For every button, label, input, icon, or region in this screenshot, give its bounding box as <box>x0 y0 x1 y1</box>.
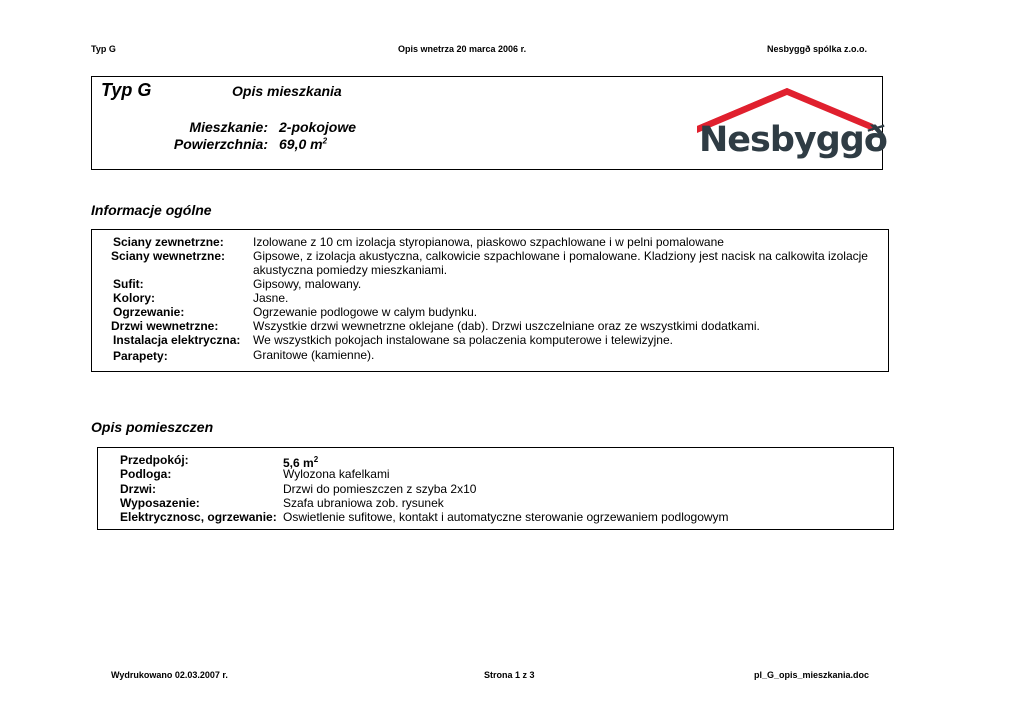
rooms-value-2: Drzwi do pomieszczen z szyba 2x10 <box>283 482 477 496</box>
rooms-box <box>97 447 894 530</box>
general-value-1b: akustyczna pomiedzy mieszkaniami. <box>253 263 448 277</box>
general-value-4: Ogrzewanie podlogowe w calym budynku. <box>253 305 478 319</box>
hall-area-sup: 2 <box>313 455 319 464</box>
general-value-1: Gipsowe, z izolacja akustyczna, calkowicie szpachlowane i pomalowane. Kladziony jest nacisk na calkowita izolacje <box>253 249 868 263</box>
rooms-label-2: Drzwi: <box>120 482 156 496</box>
general-heading: Informacje ogólne <box>91 202 212 218</box>
general-label-4: Ogrzewanie: <box>113 305 185 319</box>
area-label: Powierzchnia: <box>173 136 268 152</box>
header-left: Typ G <box>91 44 116 54</box>
general-value-6: We wszystkich pokojach instalowane sa polaczenia komputerowe i telewizyjne. <box>253 333 673 347</box>
rooms-value-1: Wylozona kafelkami <box>283 467 390 481</box>
rooms-value-3: Szafa ubraniowa zob. rysunek <box>283 496 444 510</box>
general-value-3: Jasne. <box>253 291 289 305</box>
rooms-label-0: Przedpokój: <box>120 453 189 467</box>
title-box <box>91 76 887 170</box>
general-label-5: Drzwi wewnetrzne: <box>111 319 219 333</box>
hall-area: 5,6 m <box>283 456 314 470</box>
apartment-value: 2-pokojowe <box>279 119 357 135</box>
general-label-2: Sufit: <box>113 277 144 291</box>
general-value-7: Granitowe (kamienne). <box>253 348 375 362</box>
rooms-label-1: Podloga: <box>120 467 172 481</box>
area-value <box>279 136 327 152</box>
header-center: Opis wnetrza 20 marca 2006 r. <box>398 44 527 54</box>
footer-right: pl_G_opis_mieszkania.doc <box>754 670 870 680</box>
general-label-0: Sciany zewnetrzne: <box>113 235 224 249</box>
area-number: 69,0 m <box>279 136 323 152</box>
rooms-heading: Opis pomieszczen <box>91 419 214 435</box>
footer-center: Strona 1 z 3 <box>484 670 535 680</box>
header-right: Nesbyggð spólka z.o.o. <box>767 44 868 54</box>
type-title: Typ G <box>101 80 152 100</box>
general-label-3: Kolory: <box>113 291 155 305</box>
apartment-label: Mieszkanie: <box>189 119 268 135</box>
general-label-6: Instalacja elektryczna: <box>113 333 241 347</box>
general-value-0: Izolowane z 10 cm izolacja styropianowa, piaskowo szpachlowane i w pelni pomalowane <box>253 235 724 249</box>
rooms-value-4: Oswietlenie sufitowe, kontakt i automatyczne sterowanie ogrzewaniem podlogowym <box>283 510 729 524</box>
footer-left: Wydrukowano 02.03.2007 r. <box>111 670 228 680</box>
rooms-label-4: Elektrycznosc, ogrzewanie: <box>120 510 277 524</box>
logo-text: Nesbyggð <box>699 120 887 160</box>
rooms-label-3: Wyposazenie: <box>120 496 200 510</box>
area-superscript: 2 <box>322 136 328 146</box>
doc-subtitle: Opis mieszkania <box>232 83 342 99</box>
general-box <box>91 229 889 372</box>
general-value-2: Gipsowy, malowany. <box>253 277 362 291</box>
general-label-1: Sciany wewnetrzne: <box>111 249 226 263</box>
nesbyggd-logo <box>695 86 887 166</box>
general-label-7: Parapety: <box>113 349 168 363</box>
general-value-5: Wszystkie drzwi wewnetrzne oklejane (dab). Drzwi uszczelniane oraz ze wszystkimi dodatkami. <box>253 319 760 333</box>
